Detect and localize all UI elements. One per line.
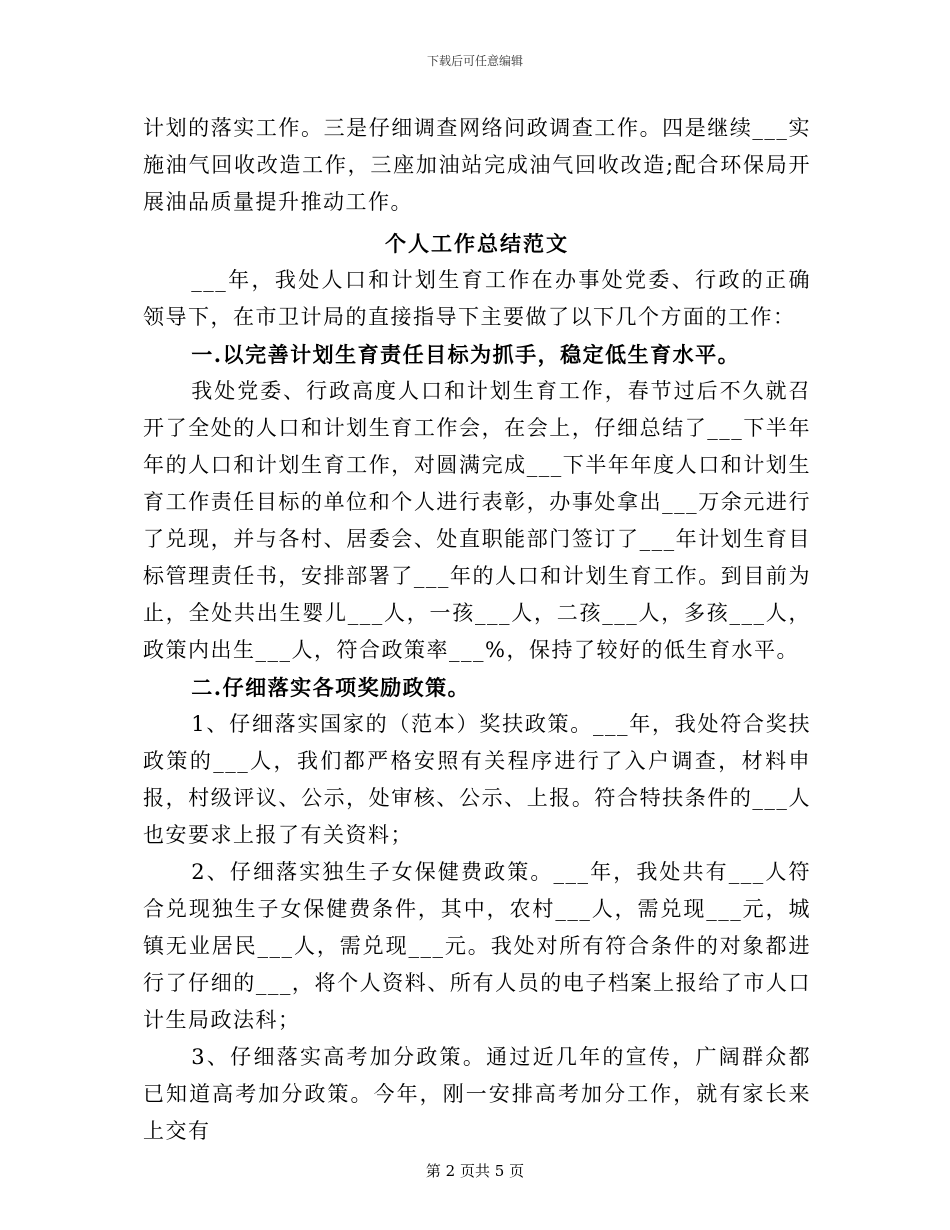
document-title: 个人工作总结范文	[385, 231, 569, 256]
paragraph-section-1: 我处党委、行政高度人口和计划生育工作，春节过后不久就召开了全处的人口和计划生育工作会，在会上，仔细总结了___下半年年的人口和计划生育工作，对圆满完成___下半年年度人口和计划生育工作责任目标的单位和个人进行表彰，办事处拿出___万余元进行了兑现，并与各村、居委会、处直职能部门签订了___年计划生育目标管理责任书，安排部署了___年的人口和计划生育工作。到目前为止，全处共出生婴儿___人，一孩___人，二孩___人，多孩___人，政策内出生___人，符合政策率___%，保持了较好的低生育水平。	[143, 379, 811, 662]
document-body	[143, 110, 811, 1150]
paragraph-item-3: 3、仔细落实高考加分政策。通过近几年的宣传，广阔群众都已知道高考加分政策。今年，刚一安排高考加分工作，就有家长来上交有	[143, 1045, 811, 1143]
section-heading-2: 二.仔细落实各项奖励政策。	[191, 675, 471, 700]
paragraph-item-1: 1、仔细落实国家的（范本）奖扶政策。___年，我处符合奖扶政策的___人，我们都严格安照有关程序进行了入户调查，材料申报，村级评议、公示，处审核、公示、上报。符合特扶条件的___人也安要求上报了有关资料；	[143, 712, 811, 847]
paragraph-intro: ___年，我处人口和计划生育工作在办事处党委、行政的正确领导下，在市卫计局的直接指导下主要做了以下几个方面的工作：	[143, 268, 811, 329]
section-heading-1: 一.以完善计划生育责任目标为抓手，稳定低生育水平。	[191, 342, 741, 367]
page-header: 下载后可任意编辑	[426, 54, 523, 68]
paragraph-continued: 计划的落实工作。三是仔细调查网络问政调查工作。四是继续___实施油气回收改造工作，三座加油站完成油气回收改造;配合环保局开展油品质量提升推动工作。	[143, 116, 811, 214]
page-number: 第 2 页共 5 页	[425, 1162, 525, 1180]
paragraph-item-2: 2、仔细落实独生子女保健费政策。___年，我处共有___人符合兑现独生子女保健费条件，其中，农村___人，需兑现___元，城镇无业居民___人，需兑现___元。我处对所有符合条件的对象都进行了仔细的___，将个人资料、所有人员的电子档案上报给了市人口计生局政法科；	[143, 860, 811, 1032]
